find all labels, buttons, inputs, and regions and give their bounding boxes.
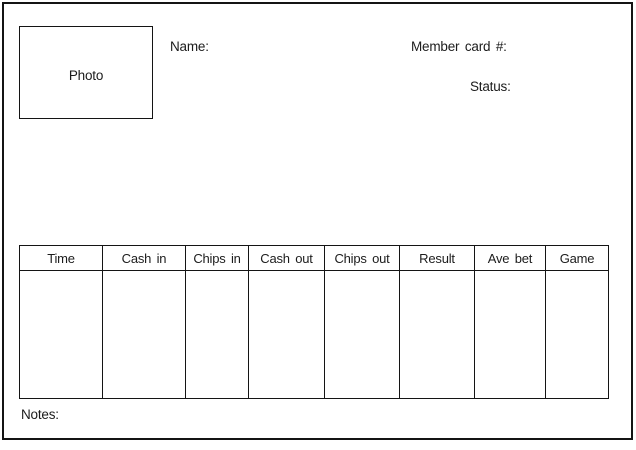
table-cell-result: [400, 271, 475, 399]
column-header-cash-out: Cash out: [249, 246, 325, 271]
photo-label: Photo: [68, 68, 104, 83]
table-row: [20, 271, 609, 399]
column-header-game: Game: [546, 246, 609, 271]
table-cell-cash-out: [249, 271, 325, 399]
member-card-label: Member card #:: [411, 39, 507, 54]
column-header-chips-out: Chips out: [325, 246, 400, 271]
table-cell-ave-bet: [475, 271, 546, 399]
name-label: Name:: [170, 39, 209, 54]
photo-box: [19, 26, 153, 119]
column-header-ave-bet: Ave bet: [475, 246, 546, 271]
table-cell-game: [546, 271, 609, 399]
table-cell-chips-out: [325, 271, 400, 399]
column-header-result: Result: [400, 246, 475, 271]
table-cell-time: [20, 271, 103, 399]
column-header-time: Time: [20, 246, 103, 271]
table-header-row: [20, 246, 609, 271]
table-cell-cash-in: [103, 271, 186, 399]
status-label: Status:: [470, 79, 511, 94]
rating-table: [19, 245, 609, 399]
table-cell-chips-in: [186, 271, 249, 399]
column-header-cash-in: Cash in: [103, 246, 186, 271]
notes-label: Notes:: [21, 407, 59, 422]
column-header-chips-in: Chips in: [186, 246, 249, 271]
